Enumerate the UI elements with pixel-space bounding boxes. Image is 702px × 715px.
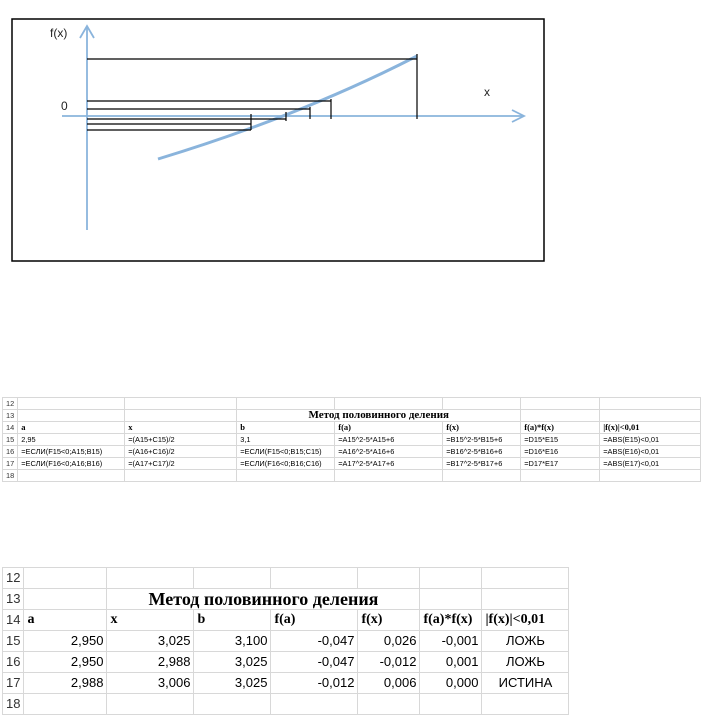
- row-number: 16: [3, 446, 18, 458]
- cell[interactable]: [194, 694, 271, 715]
- cell[interactable]: 2,950: [24, 652, 107, 673]
- table-row: [3, 398, 701, 410]
- cell[interactable]: 0,006: [358, 673, 420, 694]
- header-cell[interactable]: a: [24, 610, 107, 631]
- row-number: 15: [3, 434, 18, 446]
- cell[interactable]: =ABS(E16)<0,01: [600, 446, 701, 458]
- cell[interactable]: 0,026: [358, 631, 420, 652]
- table-row: [3, 568, 569, 589]
- table-row: [3, 673, 569, 694]
- y-axis-label: f(x): [50, 26, 68, 40]
- graph-frame: [12, 19, 544, 261]
- header-cell[interactable]: f(x): [443, 422, 521, 434]
- cell[interactable]: =B17^2-5*B17+6: [443, 458, 521, 470]
- cell[interactable]: [107, 694, 194, 715]
- cell[interactable]: [24, 568, 107, 589]
- header-cell[interactable]: b: [237, 422, 335, 434]
- cell[interactable]: 3,025: [194, 673, 271, 694]
- cell[interactable]: [521, 470, 600, 482]
- header-cell[interactable]: f(a)*f(x): [521, 422, 600, 434]
- cell[interactable]: =D15*E15: [521, 434, 600, 446]
- row-number: 15: [3, 631, 24, 652]
- row-number: 14: [3, 610, 24, 631]
- cell[interactable]: [18, 470, 125, 482]
- bisection-graph: [0, 0, 702, 270]
- row-number: 12: [3, 398, 18, 410]
- cell[interactable]: [482, 568, 569, 589]
- cell[interactable]: [194, 568, 271, 589]
- cell[interactable]: [335, 470, 443, 482]
- cell[interactable]: [18, 398, 125, 410]
- cell[interactable]: [521, 398, 600, 410]
- cell[interactable]: [335, 398, 443, 410]
- row-number: 13: [3, 589, 24, 610]
- cell[interactable]: [443, 398, 521, 410]
- row-number: 18: [3, 694, 24, 715]
- row-number: 16: [3, 652, 24, 673]
- cell[interactable]: 0,001: [420, 652, 482, 673]
- header-cell[interactable]: |f(x)|<0,01: [482, 610, 569, 631]
- table-title[interactable]: Метод половинного деления: [107, 589, 420, 610]
- cell[interactable]: -0,001: [420, 631, 482, 652]
- cell[interactable]: ИСТИНА: [482, 673, 569, 694]
- cell[interactable]: =D17*E17: [521, 458, 600, 470]
- header-cell[interactable]: f(x): [358, 610, 420, 631]
- cell[interactable]: [24, 694, 107, 715]
- cell[interactable]: =D16*E16: [521, 446, 600, 458]
- formula-sheet: [2, 397, 701, 482]
- row-number: 18: [3, 470, 18, 482]
- cell[interactable]: =A17^2-5*A17+6: [335, 458, 443, 470]
- cell[interactable]: [271, 568, 358, 589]
- table-row: [3, 446, 701, 458]
- cell[interactable]: [107, 568, 194, 589]
- cell[interactable]: [482, 589, 569, 610]
- cell[interactable]: ЛОЖЬ: [482, 631, 569, 652]
- table-row: [3, 589, 569, 610]
- x-axis-label: x: [484, 85, 490, 99]
- row-number: 13: [3, 410, 18, 422]
- cell[interactable]: [420, 568, 482, 589]
- cell[interactable]: =A15^2-5*A15+6: [335, 434, 443, 446]
- cell[interactable]: 3,025: [194, 652, 271, 673]
- cell[interactable]: [600, 398, 701, 410]
- cell[interactable]: [125, 470, 237, 482]
- cell[interactable]: =B16^2-5*B16+6: [443, 446, 521, 458]
- cell[interactable]: [420, 589, 482, 610]
- header-cell[interactable]: b: [194, 610, 271, 631]
- row-number: 12: [3, 568, 24, 589]
- cell[interactable]: 2,950: [24, 631, 107, 652]
- header-cell[interactable]: x: [125, 422, 237, 434]
- table-row: [3, 631, 569, 652]
- cell[interactable]: 2,95: [18, 434, 125, 446]
- cell[interactable]: [24, 589, 107, 610]
- cell[interactable]: 3,025: [107, 631, 194, 652]
- cell[interactable]: =ABS(E15)<0,01: [600, 434, 701, 446]
- cell[interactable]: 0,000: [420, 673, 482, 694]
- cell[interactable]: 2,988: [24, 673, 107, 694]
- cell[interactable]: =ЕСЛИ(F16<0;A16;B16): [18, 458, 125, 470]
- table-row: [3, 434, 701, 446]
- table-row: [3, 458, 701, 470]
- cell[interactable]: [271, 694, 358, 715]
- header-cell[interactable]: a: [18, 422, 125, 434]
- cell[interactable]: [125, 410, 237, 422]
- table-row: [3, 410, 701, 422]
- cell[interactable]: 3,1: [237, 434, 335, 446]
- table-row: [3, 470, 701, 482]
- cell[interactable]: [237, 470, 335, 482]
- cell[interactable]: =ABS(E17)<0,01: [600, 458, 701, 470]
- table-row: [3, 422, 701, 434]
- cell[interactable]: =(A16+C16)/2: [125, 446, 237, 458]
- cell[interactable]: [600, 410, 701, 422]
- cell[interactable]: 2,988: [107, 652, 194, 673]
- cell[interactable]: ЛОЖЬ: [482, 652, 569, 673]
- cell[interactable]: =B15^2-5*B15+6: [443, 434, 521, 446]
- cell[interactable]: [443, 470, 521, 482]
- cell[interactable]: [600, 470, 701, 482]
- cell[interactable]: [358, 568, 420, 589]
- cell[interactable]: -0,047: [271, 652, 358, 673]
- cell[interactable]: 3,006: [107, 673, 194, 694]
- cell[interactable]: [237, 398, 335, 410]
- row-number: 14: [3, 422, 18, 434]
- cell[interactable]: =(A15+C15)/2: [125, 434, 237, 446]
- header-cell[interactable]: |f(x)|<0,01: [600, 422, 701, 434]
- cell[interactable]: -0,012: [358, 652, 420, 673]
- row-number: 17: [3, 673, 24, 694]
- cell[interactable]: =ЕСЛИ(F15<0;B15;C15): [237, 446, 335, 458]
- cell[interactable]: [358, 694, 420, 715]
- row-number: 17: [3, 458, 18, 470]
- table-row: [3, 610, 569, 631]
- header-cell[interactable]: f(a): [335, 422, 443, 434]
- cell[interactable]: =ЕСЛИ(F15<0;A15;B15): [18, 446, 125, 458]
- header-cell[interactable]: x: [107, 610, 194, 631]
- cell[interactable]: =(A17+C17)/2: [125, 458, 237, 470]
- table-row: [3, 652, 569, 673]
- cell[interactable]: -0,012: [271, 673, 358, 694]
- cell[interactable]: 3,100: [194, 631, 271, 652]
- table-title[interactable]: Метод половинного деления: [237, 410, 521, 422]
- cell[interactable]: [18, 410, 125, 422]
- cell[interactable]: -0,047: [271, 631, 358, 652]
- values-sheet: [2, 567, 569, 715]
- cell[interactable]: [125, 398, 237, 410]
- cell[interactable]: =ЕСЛИ(F16<0;B16;C16): [237, 458, 335, 470]
- cell[interactable]: =A16^2-5*A16+6: [335, 446, 443, 458]
- header-cell[interactable]: f(a)*f(x): [420, 610, 482, 631]
- table-row: [3, 694, 569, 715]
- cell[interactable]: [482, 694, 569, 715]
- header-cell[interactable]: f(a): [271, 610, 358, 631]
- cell[interactable]: [420, 694, 482, 715]
- zero-label: 0: [61, 99, 68, 113]
- cell[interactable]: [521, 410, 600, 422]
